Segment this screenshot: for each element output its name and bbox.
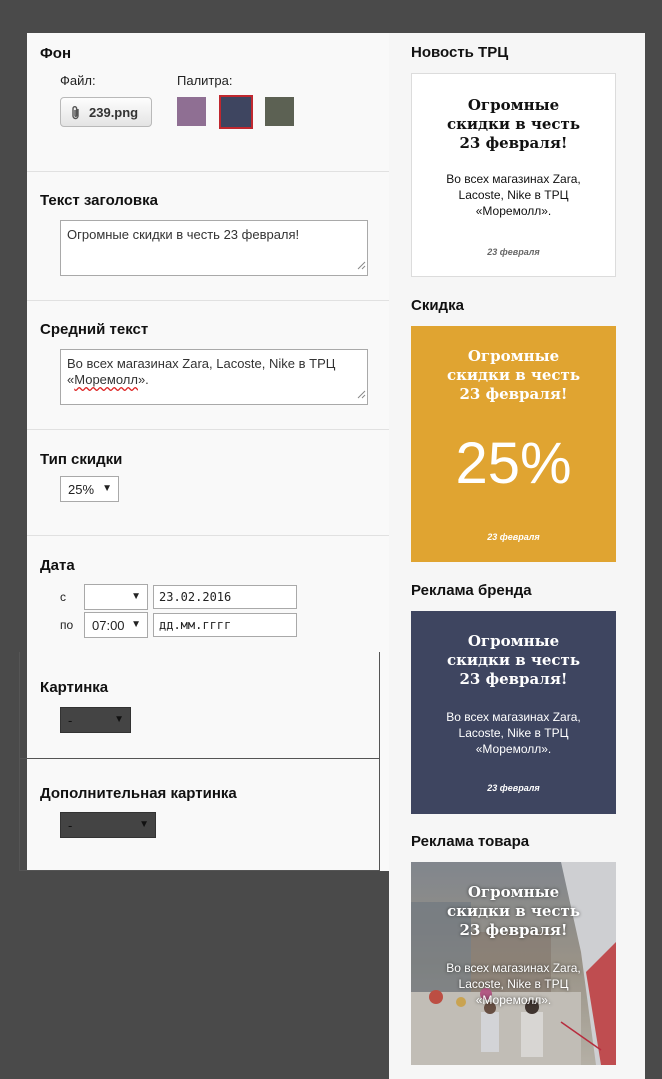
date-title: Дата — [40, 557, 75, 574]
brand-ad-card[interactable] — [411, 611, 616, 814]
dropdown-arrow-icon: ▼ — [139, 819, 149, 830]
mall-news-card[interactable] — [411, 73, 616, 277]
discount-type-section — [27, 429, 389, 536]
header-text-input[interactable] — [60, 220, 368, 276]
file-upload-button[interactable] — [60, 97, 152, 127]
palette-label: Палитра: — [177, 73, 233, 88]
discount-date: 23 февраля — [487, 532, 540, 542]
date-section — [27, 535, 389, 659]
product-ad-body-1: Во всех магазинах Zara, — [446, 961, 581, 975]
header-text-section — [27, 171, 389, 301]
background-section — [27, 33, 389, 172]
dimmed-form-area — [19, 652, 380, 871]
discount-percent: 25% — [455, 431, 572, 496]
product-ad-headline-2: скидки в честь — [446, 902, 581, 920]
mall-news-title: Новость ТРЦ — [411, 44, 509, 61]
preview-panel — [389, 33, 645, 1079]
discount-card[interactable] — [411, 326, 616, 562]
palette-swatch-olive[interactable] — [265, 97, 294, 126]
date-from-label: с — [60, 590, 66, 604]
product-ad-body-2: Lacoste, Nike в ТРЦ — [458, 977, 569, 991]
middle-text-title: Средний текст — [40, 321, 149, 338]
discount-type-title: Тип скидки — [40, 451, 123, 468]
file-label: Файл: — [60, 73, 96, 88]
to-time-select[interactable] — [84, 612, 148, 638]
spellcheck-word: Моремолл — [74, 372, 138, 387]
to-date-placeholder: дд.мм.гггг — [159, 618, 232, 632]
picture-section — [20, 652, 379, 759]
discount-type-select[interactable] — [60, 476, 119, 502]
middle-text-line2-prefix: « — [67, 372, 75, 387]
brand-ad-headline-1: Огромные — [467, 632, 560, 650]
extra-picture-title: Дополнительная картинка — [40, 785, 237, 802]
picture-select-value: - — [68, 713, 73, 728]
mall-news-headline-1: Огромные — [467, 96, 560, 114]
header-text-title: Текст заголовка — [40, 192, 158, 209]
extra-picture-section — [20, 758, 379, 871]
from-date-value: 23.02.2016 — [159, 590, 232, 604]
brand-ad-date: 23 февраля — [487, 783, 540, 793]
middle-text-line2-suffix: ». — [137, 372, 149, 387]
brand-ad-body-3: «Моремолл». — [475, 742, 552, 756]
date-to-label: по — [60, 618, 74, 632]
discount-headline-1: Огромные — [467, 347, 560, 365]
product-ad-headline-1: Огромные — [467, 883, 560, 901]
product-ad-headline-3: 23 февраля! — [459, 921, 568, 939]
dropdown-arrow-icon: ▼ — [102, 483, 112, 494]
brand-ad-title: Реклама бренда — [411, 582, 532, 599]
discount-title: Скидка — [411, 297, 464, 314]
middle-text-line1: Во всех магазинах Zara, Lacoste, Nike в ТРЦ — [67, 356, 336, 371]
background-section-title: Фон — [40, 45, 72, 62]
discount-headline-3: 23 февраля! — [459, 385, 568, 403]
picture-title: Картинка — [40, 679, 109, 696]
brand-ad-headline-3: 23 февраля! — [459, 670, 568, 688]
extra-picture-select[interactable] — [60, 812, 156, 838]
resize-grip-icon[interactable] — [357, 258, 366, 274]
mall-news-headline-3: 23 февраля! — [459, 134, 568, 152]
mall-news-headline-2: скидки в честь — [446, 115, 581, 133]
from-time-select[interactable] — [84, 584, 148, 610]
brand-ad-body-2: Lacoste, Nike в ТРЦ — [458, 726, 569, 740]
dropdown-arrow-icon: ▼ — [114, 714, 124, 725]
brand-ad-body-1: Во всех магазинах Zara, — [446, 710, 581, 724]
discount-type-value: 25% — [68, 482, 95, 497]
extra-picture-select-value: - — [68, 818, 73, 833]
paperclip-icon — [71, 105, 81, 123]
mall-news-date: 23 февраля — [487, 247, 540, 257]
palette-swatch-purple[interactable] — [177, 97, 206, 126]
mall-news-body-2: Lacoste, Nike в ТРЦ — [458, 188, 569, 202]
resize-grip-icon[interactable] — [357, 387, 366, 403]
middle-text-input[interactable] — [60, 349, 368, 405]
to-time-value: 07:00 — [92, 618, 125, 633]
header-text-value: Огромные скидки в честь 23 февраля! — [67, 227, 300, 242]
middle-text-section — [27, 300, 389, 430]
from-date-input[interactable] — [153, 585, 297, 609]
dropdown-arrow-icon: ▼ — [131, 619, 141, 630]
brand-ad-headline-2: скидки в честь — [446, 651, 581, 669]
mall-news-body-3: «Моремолл». — [475, 204, 552, 218]
file-name: 239.png — [89, 105, 139, 120]
product-ad-body-3: «Моремолл». — [475, 993, 552, 1007]
mall-news-body-1: Во всех магазинах Zara, — [446, 172, 581, 186]
palette-swatch-navy[interactable] — [219, 95, 253, 129]
dropdown-arrow-icon: ▼ — [131, 591, 141, 602]
product-ad-card[interactable] — [411, 862, 616, 1065]
discount-headline-2: скидки в честь — [446, 366, 581, 384]
to-date-input[interactable] — [153, 613, 297, 637]
product-ad-title: Реклама товара — [411, 833, 530, 850]
picture-select[interactable] — [60, 707, 131, 733]
